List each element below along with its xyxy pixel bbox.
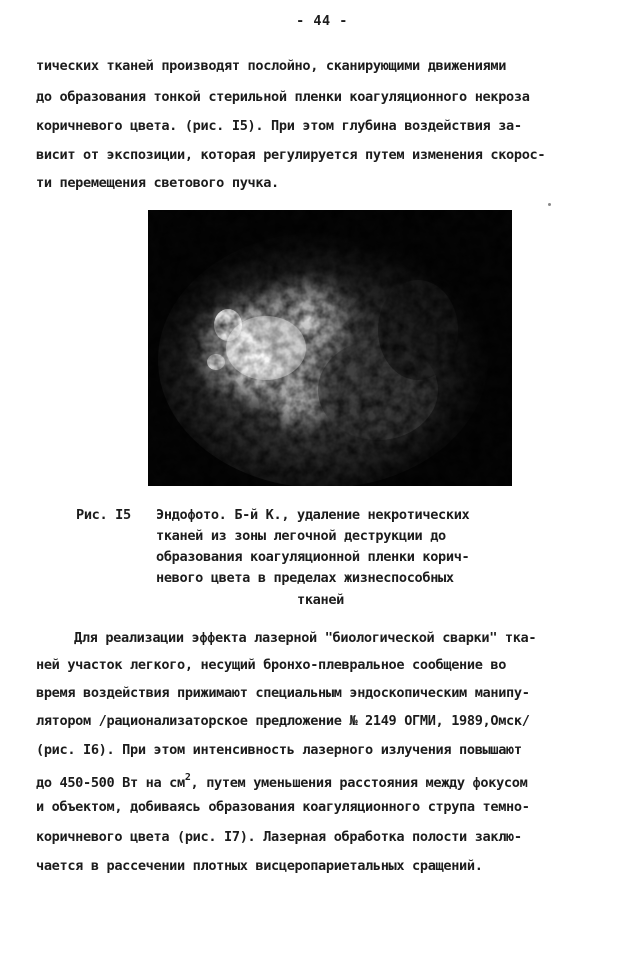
- text-line: тических тканей производят послойно, сканирующими движениями: [36, 58, 507, 74]
- page-number: - 44 -: [296, 13, 348, 29]
- endoscopic-photo: [148, 210, 512, 486]
- caption-line: тканей: [297, 592, 345, 608]
- text-line: (рис. I6). При этом интенсивность лазерного излучения повышают: [36, 742, 522, 758]
- text-line: [36, 770, 527, 791]
- text-line: висит от экспозиции, которая регулируется путем изменения скорос-: [36, 147, 546, 163]
- text-line: коричневого цвета (рис. I7). Лазерная обработка полости заклю-: [36, 829, 522, 845]
- caption-line: невого цвета в пределах жизнеспособных: [156, 570, 454, 586]
- figure-label: Рис. I5: [76, 507, 131, 523]
- text-line: и объектом, добиваясь образования коагуляционного струпа темно-: [36, 799, 530, 815]
- caption-line: образования коагуляционной пленки корич-: [156, 549, 470, 565]
- text-line: чается в рассечении плотных висцеропариетальных сращений.: [36, 858, 483, 874]
- text-line: ти перемещения светового пучка.: [36, 175, 279, 191]
- text-span: до 450-500 Вт на см: [36, 775, 185, 791]
- superscript: 2: [184, 772, 191, 783]
- text-line: коричневого цвета. (рис. I5). При этом глубина воздействия за-: [36, 118, 522, 134]
- caption-line: тканей из зоны легочной деструкции до: [156, 528, 446, 544]
- text-line: лятором /рационализаторское предложение № 2149 ОГМИ, 1989,Омск/: [36, 713, 530, 729]
- caption-line: Эндофото. Б-й К., удаление некротических: [156, 507, 470, 523]
- text-line: Для реализации эффекта лазерной "биологической сварки" тка-: [74, 630, 537, 646]
- text-line: ней участок легкого, несущий бронхо-плевральное сообщение во: [36, 657, 507, 673]
- text-span: , путем уменьшения расстояния между фокусом: [190, 775, 528, 791]
- paper-speck: [548, 203, 551, 206]
- text-line: время воздействия прижимают специальным эндоскопическим манипу-: [36, 685, 530, 701]
- text-line: до образования тонкой стерильной пленки коагуляционного некроза: [36, 89, 530, 105]
